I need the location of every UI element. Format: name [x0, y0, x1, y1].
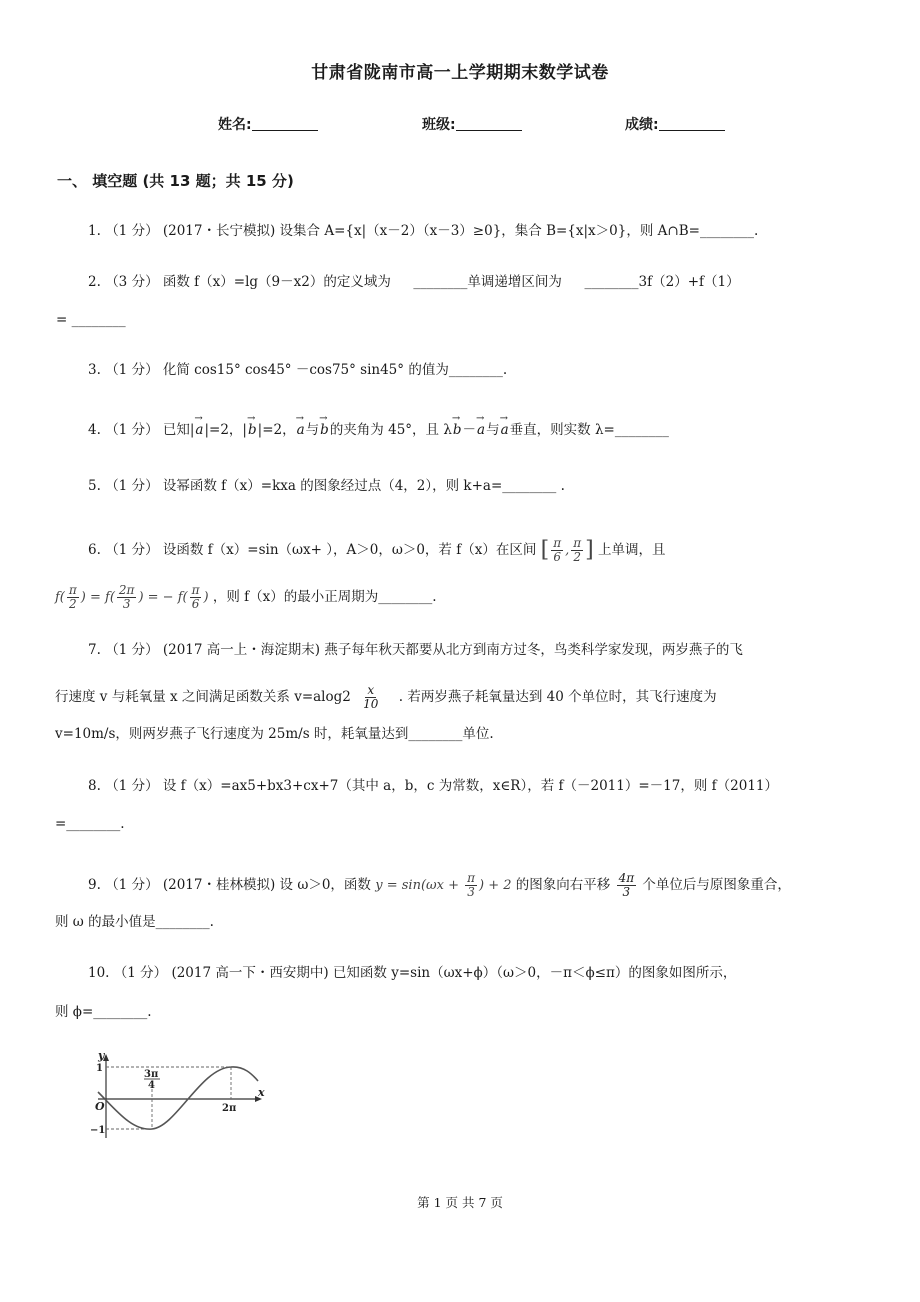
question-4	[88, 420, 669, 440]
question-text: －	[462, 422, 477, 438]
vector-a: → a	[500, 420, 510, 440]
sine-graph-figure	[86, 1048, 268, 1146]
score-field	[625, 114, 725, 134]
question-text: 与	[486, 422, 500, 438]
y-axis-label: y	[98, 1049, 105, 1062]
page-title: 甘肃省陇南市高一上学期期末数学试卷	[311, 63, 609, 83]
vector-a: → a	[296, 420, 306, 440]
class-blank	[456, 115, 522, 131]
question-number: 4.	[88, 422, 101, 438]
question-text: 的图象向右平移	[515, 877, 611, 893]
question-text: |=2，	[257, 422, 296, 438]
question-3	[88, 360, 507, 380]
question-text: （1 分） 设 f（x）=ax5+bx3+cx+7（其中 a，b，c 为常数，x∈R），若 f（－2011）=－17，则 f（2011）	[105, 778, 778, 794]
tick-2pi-label: 2π	[222, 1103, 237, 1114]
question-text: （1 分） (2017 高一下・西安期中) 已知函数 y=sin（ωx+ϕ）（ω＞0，－π＜ϕ≤π）的图象如图所示，	[113, 965, 737, 981]
function-formula: y = sin(ωx + $\frac{\pi}{3}$ ) + 2	[375, 871, 512, 899]
origin-label: O	[95, 1100, 105, 1113]
question-text: . 若两岁燕子耗氧量达到 40 个单位时，其飞行速度为	[398, 689, 717, 705]
question-6-continued	[55, 584, 437, 611]
question-number: 10.	[88, 965, 110, 981]
vector-b: → b	[247, 420, 258, 440]
question-7-line-3: v=10m/s，则两岁燕子飞行速度为 25m/s 时，耗氧量达到________单位.	[55, 726, 494, 742]
question-text: ，则 f（x）的最小正周期为________.	[212, 589, 437, 605]
tick-3pi4-denominator: 4	[148, 1080, 155, 1091]
question-number: 8.	[88, 778, 101, 794]
question-text: （1 分） (2017・桂林模拟) 设 ω＞0，函数	[105, 877, 371, 893]
question-text: 与	[305, 422, 320, 438]
shift-fraction: $\frac{4\pi}{3}$	[618, 871, 635, 899]
name-blank	[252, 115, 318, 131]
interval-formula: [ $\frac{\pi}{6}$ , $\frac{\pi}{2}$ ]	[540, 536, 594, 564]
x-axis-label: x	[258, 1086, 265, 1099]
question-text: （1 分） 设幂函数 f（x）=kxa 的图象经过点（4，2），则 k+a=________ .	[105, 478, 565, 494]
question-2-continued: = ________	[56, 312, 126, 328]
question-text: 上单调，且	[598, 542, 666, 558]
tick-3pi4-numerator: 3π	[144, 1069, 159, 1080]
tick-1-label: 1	[96, 1063, 103, 1074]
question-text: 个单位后与原图象重合，	[642, 877, 791, 893]
question-number: 9.	[88, 877, 101, 893]
question-text: （1 分） 化简 cos15° cos45° －cos75° sin45° 的值为________.	[105, 362, 508, 378]
vector-a: → a	[476, 420, 486, 440]
question-7-line-2	[55, 684, 717, 711]
vector-a: → a	[194, 420, 204, 440]
question-text: |=2，|	[204, 422, 247, 438]
score-label: 成绩:	[625, 117, 659, 133]
name-field	[218, 114, 318, 134]
question-10	[88, 963, 736, 983]
question-2	[88, 272, 740, 292]
question-5	[88, 476, 565, 496]
score-blank	[659, 115, 725, 131]
question-text: （1 分） 已知|	[105, 422, 195, 438]
student-info-row	[0, 114, 920, 136]
fraction-x-over-10: $\frac{x}{10}$	[363, 683, 379, 711]
class-field	[422, 114, 522, 134]
tick-neg1-label: −1	[90, 1125, 106, 1136]
page-footer: 第 1 页 共 7 页	[417, 1195, 503, 1210]
question-number: 7.	[88, 642, 101, 658]
name-label: 姓名:	[218, 117, 252, 133]
question-6	[88, 537, 666, 564]
question-8-continued: =________.	[55, 816, 125, 832]
question-number: 6.	[88, 542, 101, 558]
question-8	[88, 776, 778, 796]
sine-curve	[98, 1067, 258, 1129]
question-text: （3 分） 函数 f（x）=lg（9－x2）的定义域为	[105, 274, 391, 290]
question-text: （1 分） (2017 高一上・海淀期末) 燕子每年秋天都要从北方到南方过冬，鸟类科学家发现，两岁燕子的飞	[105, 642, 743, 658]
question-text: ________单调递增区间为	[413, 274, 562, 290]
question-text: ________3f（2）+f（1）	[584, 274, 740, 290]
question-1	[88, 221, 758, 241]
question-text: 行速度 v 与耗氧量 x 之间满足函数关系 v=alog2	[55, 689, 351, 705]
question-text: （1 分） (2017・长宁模拟) 设集合 A={x|（x－2）（x－3）≥0}，集合 B={x|x＞0}，则 A∩B=________.	[105, 223, 759, 239]
vector-b: → b	[319, 420, 330, 440]
section-heading: 一、 填空题 (共 13 题；共 15 分)	[57, 172, 294, 190]
vector-b: → b	[452, 420, 463, 440]
question-9-continued: 则 ω 的最小值是________.	[55, 914, 214, 930]
question-text: （1 分） 设函数 f（x）=sin（ωx+ ），A＞0，ω＞0，若 f（x）在区间	[105, 542, 537, 558]
question-9	[88, 872, 791, 899]
question-number: 1.	[88, 223, 101, 239]
question-10-continued: 则 ϕ=________.	[55, 1004, 152, 1020]
condition-formula: f( $\frac{\pi}{2}$ ) = f( $\frac{2\pi}{3}$ ) = − f( $\frac{\pi}{6}$ )	[55, 583, 209, 611]
class-label: 班级:	[422, 117, 456, 133]
question-number: 3.	[88, 362, 101, 378]
question-text: 垂直，则实数 λ=________	[509, 422, 669, 438]
question-7	[88, 640, 743, 660]
question-number: 2.	[88, 274, 101, 290]
question-text: 的夹角为 45°，且 λ	[329, 422, 452, 438]
question-number: 5.	[88, 478, 101, 494]
